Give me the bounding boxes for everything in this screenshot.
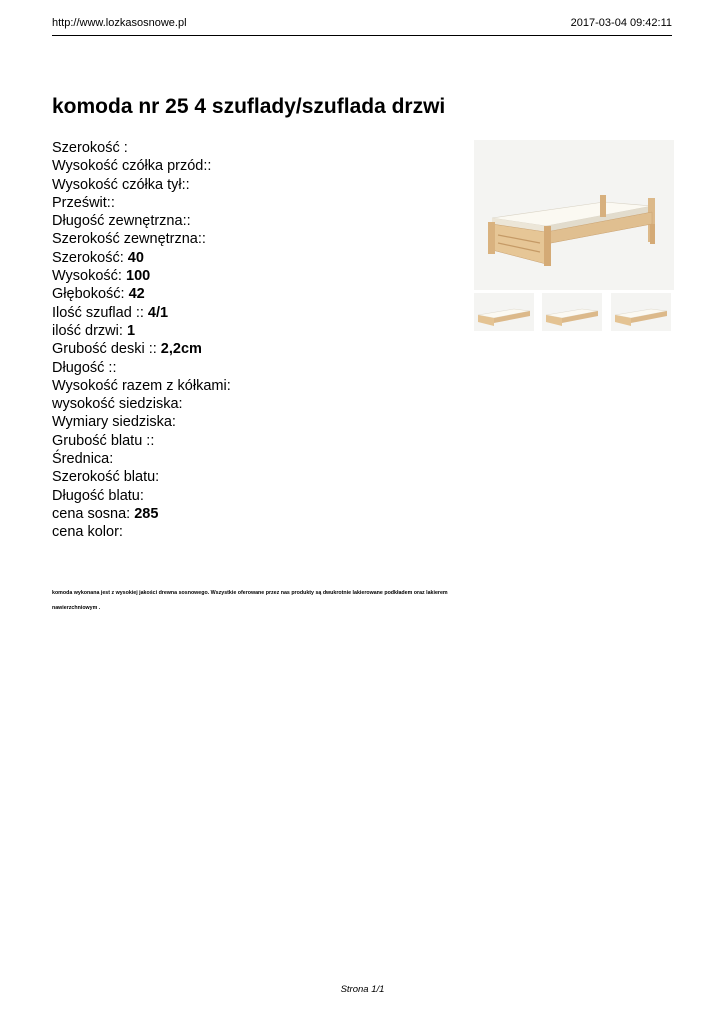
spec-row bbox=[52, 304, 231, 322]
spec-label: Szerokość : bbox=[52, 140, 128, 156]
product-description bbox=[52, 586, 472, 616]
spec-label: ilość drzwi: bbox=[52, 322, 127, 339]
spec-label: Szerokość: bbox=[52, 249, 128, 266]
spec-label: Prześwit:: bbox=[52, 194, 115, 211]
spec-row bbox=[52, 505, 231, 523]
spec-row bbox=[52, 322, 231, 340]
spec-value: 1 bbox=[126, 322, 136, 339]
product-thumbnail[interactable] bbox=[542, 293, 602, 331]
spec-label: Głębokość: bbox=[52, 286, 129, 303]
header-url[interactable]: http://www.lozkasosnowe.pl bbox=[52, 17, 187, 29]
spec-row bbox=[52, 340, 231, 358]
spec-label: Długość :: bbox=[52, 359, 117, 376]
spec-row bbox=[52, 359, 231, 377]
spec-list bbox=[52, 139, 231, 542]
spec-value: 100 bbox=[126, 268, 151, 285]
product-title: komoda nr 25 4 szuflady/szuflada drzwi bbox=[52, 95, 446, 118]
spec-row bbox=[52, 413, 231, 431]
spec-label: Wymiary siedziska: bbox=[52, 414, 176, 431]
spec-row bbox=[52, 194, 231, 212]
spec-row bbox=[52, 139, 231, 157]
spec-row bbox=[52, 468, 231, 486]
spec-label: Wysokość czółka przód:: bbox=[52, 158, 212, 175]
spec-label: Średnica: bbox=[52, 451, 114, 468]
spec-row bbox=[52, 212, 231, 230]
spec-row bbox=[52, 377, 231, 395]
spec-label: Długość zewnętrzna:: bbox=[52, 213, 191, 230]
spec-value: 42 bbox=[128, 286, 145, 303]
spec-label: Szerokość zewnętrzna:: bbox=[52, 231, 206, 248]
spec-row bbox=[52, 523, 231, 541]
spec-row bbox=[52, 450, 231, 468]
spec-label: Szerokość blatu: bbox=[52, 469, 160, 486]
spec-label: Wysokość czółka tył:: bbox=[52, 176, 190, 193]
spec-value: 285 bbox=[134, 505, 159, 522]
spec-label: Grubość blatu :: bbox=[52, 432, 155, 449]
spec-row bbox=[52, 230, 231, 248]
spec-row bbox=[52, 249, 231, 267]
spec-label: cena sosna: bbox=[52, 505, 135, 522]
header-timestamp: 2017-03-04 09:42:11 bbox=[570, 17, 672, 29]
spec-label: Wysokość razem z kółkami: bbox=[52, 377, 231, 394]
spec-value: 4/1 bbox=[147, 304, 169, 321]
spec-value: 2,2cm bbox=[160, 341, 202, 358]
spec-row bbox=[52, 395, 231, 413]
header-divider bbox=[52, 35, 672, 36]
spec-row bbox=[52, 157, 231, 175]
description-line: komoda wykonana jest z wysokiej jakości drewna sosnowego. Wszystkie oferowane przez nas produkty są dwukrotnie lakierowane podkładem oraz lakierem bbox=[52, 590, 448, 596]
spec-row bbox=[52, 267, 231, 285]
spec-label: Ilość szuflad :: bbox=[52, 304, 148, 321]
spec-label: wysokość siedziska: bbox=[52, 396, 183, 413]
product-photo[interactable] bbox=[474, 140, 674, 290]
product-thumbnail[interactable] bbox=[474, 293, 534, 331]
spec-value: 40 bbox=[127, 249, 144, 266]
spec-row bbox=[52, 432, 231, 450]
page-footer: Strona 1/1 bbox=[340, 984, 385, 995]
spec-label: Grubość deski :: bbox=[52, 341, 161, 358]
product-thumbnail[interactable] bbox=[611, 293, 671, 331]
description-line: nawierzchniowym . bbox=[52, 605, 101, 611]
spec-label: cena kolor: bbox=[52, 524, 123, 541]
spec-row bbox=[52, 487, 231, 505]
spec-row bbox=[52, 176, 231, 194]
spec-label: Wysokość: bbox=[52, 268, 126, 285]
spec-label: Długość blatu: bbox=[52, 487, 144, 504]
spec-row bbox=[52, 285, 231, 303]
